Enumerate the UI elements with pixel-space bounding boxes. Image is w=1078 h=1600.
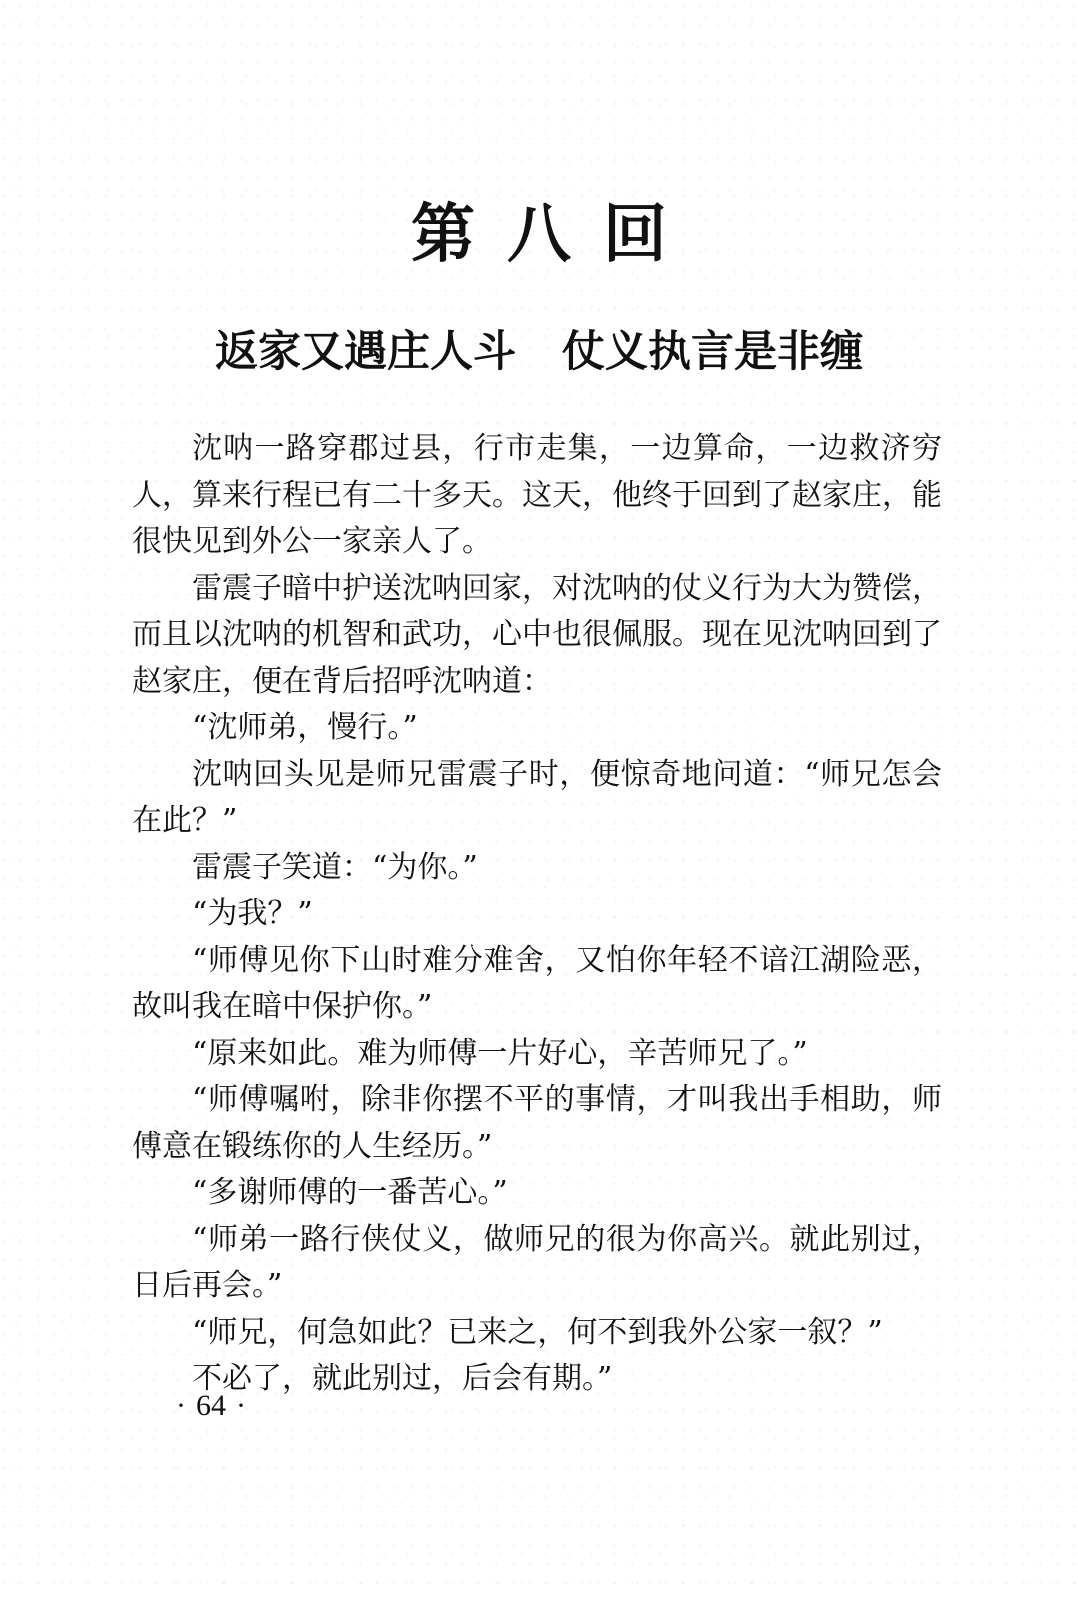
paragraph: “师傅嘱咐，除非你摆不平的事情，才叫我出手相助，师傅意在锻练你的人生经历。” (132, 1082, 942, 1164)
chapter-subtitle-right: 仗义执言是非缠 (562, 327, 863, 377)
chapter-title: 第八回 (411, 197, 699, 272)
page-number-dot-left: · (176, 1389, 186, 1422)
paragraph: “师傅见你下山时难分难舍，又怕你年轻不谙江湖险恶，故叫我在暗中保护你。” (132, 942, 942, 1024)
paragraph: 沈呐一路穿郡过县，行市走集，一边算命，一边救济穷人，算来行程已有二十多天。这天，他终于回到了赵家庄，能很快见到外公一家亲人了。 (132, 431, 942, 559)
paragraph: “原来如此。难为师傅一片好心，辛苦师兄了。” (192, 1035, 808, 1071)
paragraph: “师兄，何急如此？已来之，何不到我外公家一叙？” (192, 1314, 883, 1350)
paragraph: 不必了，就此别过，后会有期。” (192, 1361, 613, 1396)
chapter-subtitle-left: 返家又遇庄人斗 (215, 327, 516, 377)
paragraph: “师弟一路行侠仗义，做师兄的很为你高兴。就此别过，日后再会。” (132, 1221, 942, 1303)
paragraph: “为我？” (192, 896, 313, 931)
chapter-subtitle (0, 322, 1078, 382)
paragraph: “多谢师傅的一番苦心。” (192, 1175, 508, 1210)
paragraph: 雷震子笑道：“为你。” (192, 849, 478, 885)
body-text (132, 426, 942, 1403)
page-number-dot-right: · (236, 1389, 246, 1422)
paragraph: “沈师弟，慢行。” (192, 710, 418, 745)
page-number (166, 1386, 256, 1426)
paragraph: 雷震子暗中护送沈呐回家，对沈呐的仗义行为大为赞偿，而且以沈呐的机智和武功，心中也很佩服。现在见沈呐回到了赵家庄，便在背后招呼沈呐道： (132, 570, 942, 699)
paragraph: 沈呐回头见是师兄雷震子时，便惊奇地问道：“师兄怎会在此？” (132, 756, 942, 838)
page-number-value: 64 (196, 1389, 226, 1422)
